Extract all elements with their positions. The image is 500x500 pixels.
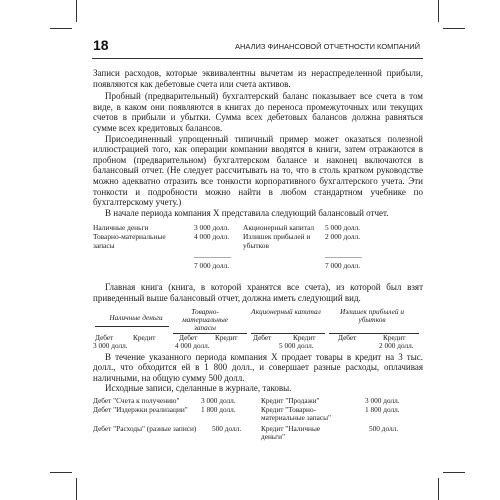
journal-debit: Дебет "Счета к получению" [93,395,180,405]
paragraph: В течение указанного периода компания X продает товары в кредит на 3 тыс. долл., что обходится ей в 1 800 долл., и совершает разные расходы, оплачивая наличными, на общую сумму 500 долл. [93,351,423,383]
ledger-t-line [95,326,169,327]
balance-label: Излишек прибылей и убытков [243,232,311,250]
ledger-value: 2 000 долл. [379,340,414,350]
opening-balance-sheet [93,222,423,282]
balance-label: Акционерный капитал [243,223,315,233]
ledger-header: Товарно-материальные запасы [181,306,229,333]
balance-label: Наличные деньги [93,223,149,233]
balance-value: 4 000 долл. [194,232,230,242]
paragraph: Записи расходов, которые эквивалентны вычетам из нераспределенной прибыли, появляются как дебетовые счета или счета активов. [93,68,423,89]
paragraph: Главная книга (книга, в которой хранятся все счета), из которой был взят приведенный выше балансовый отчет, должна иметь следующий вид. [93,282,423,303]
journal-debit-amount: 3 000 долл. [201,395,236,405]
journal-credit: Кредит "Наличные деньги" [261,423,321,442]
journal-entries [93,397,423,447]
balance-total: 7 000 долл. [325,261,361,271]
header-rule [92,58,423,59]
balance-label: Товарно-материальные запасы [93,232,166,250]
journal-debit-amount: 500 долл. [212,423,242,433]
page-body [93,68,423,447]
ledger-credit: Кредит [293,332,316,342]
ledger-value: 3 000 долл. [93,340,128,350]
general-ledger [93,308,423,352]
ledger-debit: Дебет [95,332,114,342]
ledger-debit: Дебет [338,332,357,342]
journal-credit: Кредит "Продажи" [261,395,320,405]
page-header [0,0,500,70]
journal-debit: Дебет "Расходы" (разные записи) [93,423,197,433]
paragraph: В начале периода компания X представила следующий балансовый отчет. [105,207,389,218]
paragraph: Исходные записи, сделанные в журнале, таковы. [105,383,292,394]
crop-mark [76,478,77,500]
ledger-header: Акционерный капитал [251,306,321,316]
ledger-credit: Кредит [215,332,238,342]
ledger-debit: Дебет [179,332,198,342]
balance-value: 3 000 долл. [194,223,230,233]
crop-mark [438,478,439,500]
paragraph: Присоединенный упрощенный типичный пример может оказаться полезной иллюстрацией того, как операции компании вводятся в книги, затем отражаются в пробном (предварительном) бухгалтерском балансе и наконец включаются в балансовый отчет. (Не следует рассчитывать на то, что в столь кратком руководстве можно адекватно отразить все тонкости корпоративного бухгалтерского учета. Эти тонкости и подробности можно найти в любом стандартном учебнике по бухгалтерскому учету.) [93,133,423,208]
balance-value: 2 000 долл. [325,232,361,242]
journal-debit-amount: 1 800 долл. [201,404,236,414]
running-title: АНАЛИЗ ФИНАНСОВОЙ ОТЧЕТНОСТИ КОМПАНИЙ [234,42,420,51]
page-number: 18 [93,37,109,53]
balance-value: 5 000 долл. [325,223,361,233]
ledger-debit: Дебет [253,332,272,342]
crop-mark [443,472,465,473]
ledger-credit: Кредит [383,332,406,342]
ledger-credit: Кредит [133,332,156,342]
journal-credit-amount: 500 долл. [369,423,399,433]
balance-underline: __________ [325,250,362,260]
ledger-header: Наличные деньги [109,312,163,322]
crop-mark [50,472,72,473]
paragraph: Пробный (предварительный) бухгалтерский баланс показывает все счета в том виде, в каком они появляются в книгах до переноса промежуточных или текущих счетов в прибыли и убытки. Сумма всех дебетовых балансов должна равняться сумме всех кредитовых балансов. [93,91,423,133]
ledger-value: 5 000 долл. [279,340,314,350]
balance-underline: __________ [194,250,231,260]
journal-credit: Кредит "Товарно-материальные запасы" [261,404,332,423]
journal-debit: Дебет "Издержки реализации" [93,404,188,414]
ledger-header: Излишек прибылей и убытков [339,306,405,324]
journal-credit-amount: 1 800 долл. [365,404,400,414]
journal-credit-amount: 3 000 долл. [365,395,400,405]
ledger-value: 4 000 долл. [175,340,210,350]
balance-total: 7 000 долл. [194,261,230,271]
